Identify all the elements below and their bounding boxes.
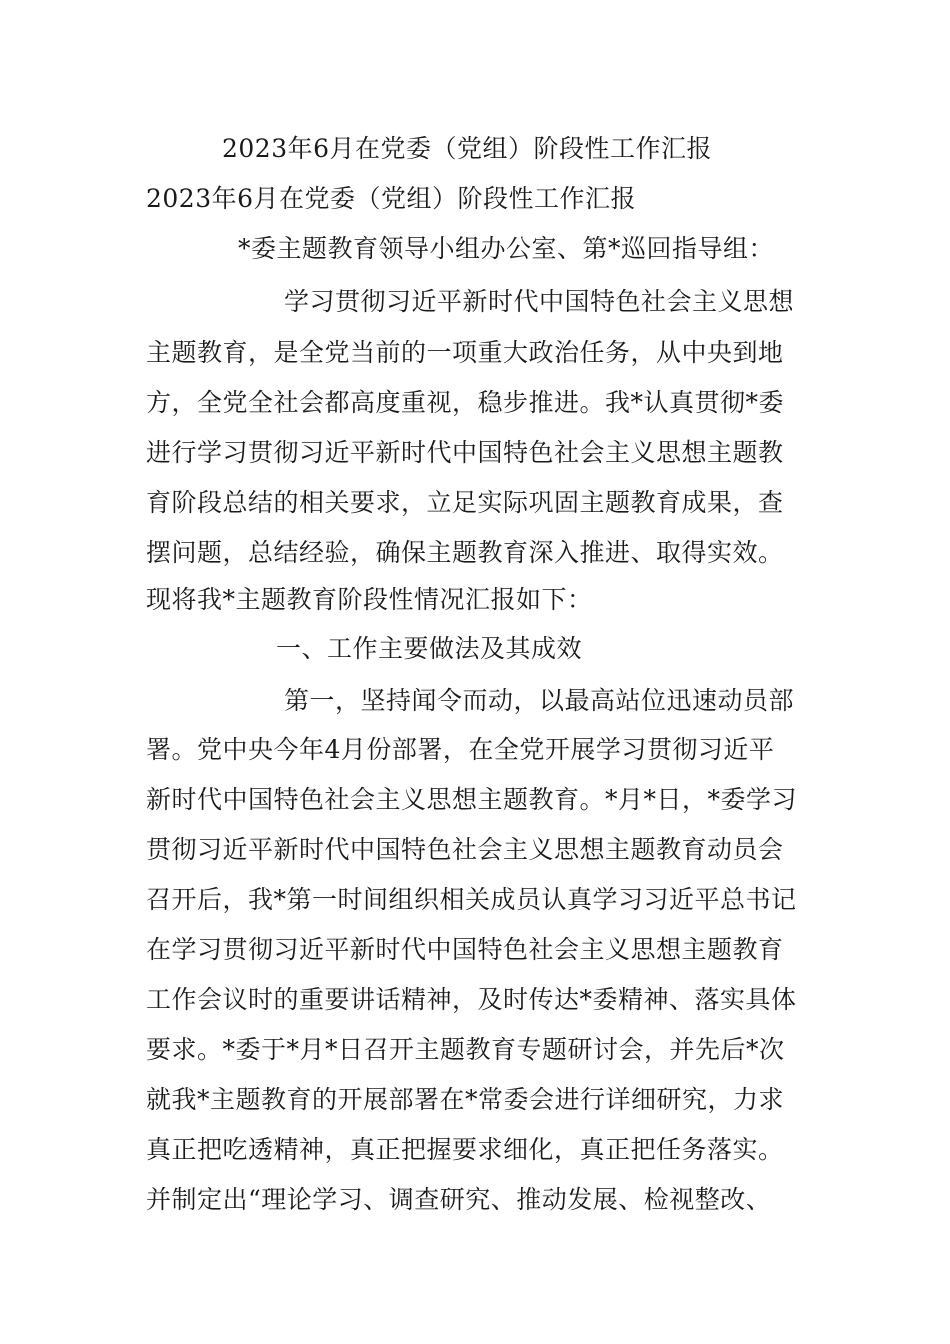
paragraph2-line: 署。党中央今年4月份部署，在全党开展学习贯彻习近平 bbox=[146, 735, 775, 764]
paragraph1-line: 进行学习贯彻习近平新时代中国特色社会主义思想主题教 bbox=[146, 438, 784, 467]
section-heading: 一、工作主要做法及其成效 bbox=[276, 634, 583, 663]
salutation: *委主题教育领导小组办公室、第*巡回指导组： bbox=[238, 234, 775, 263]
paragraph1-line: 方，全党全社会都高度重视，稳步推进。我*认真贯彻*委 bbox=[146, 388, 785, 417]
paragraph2-line: 并制定出“理论学习、调查研究、推动发展、检视整改、 bbox=[146, 1185, 772, 1214]
paragraph1-line: 学习贯彻习近平新时代中国特色社会主义思想 bbox=[284, 287, 795, 316]
paragraph1-line: 育阶段总结的相关要求，立足实际巩固主题教育成果，查 bbox=[146, 488, 784, 517]
paragraph2-line: 要求。*委于*月*日召开主题教育专题研讨会，并先后*次 bbox=[146, 1035, 785, 1064]
paragraph2-line: 就我*主题教育的开展部署在*常委会进行详细研究，力求 bbox=[146, 1085, 785, 1114]
document-subtitle: 2023年6月在党委（党组）阶段性工作汇报 bbox=[146, 184, 637, 213]
paragraph2-line: 工作会议时的重要讲话精神，及时传达*委精神、落实具体 bbox=[146, 985, 797, 1014]
paragraph1-line: 摆问题，总结经验，确保主题教育深入推进、取得实效。 bbox=[146, 538, 784, 567]
paragraph2-line: 贯彻习近平新时代中国特色社会主义思想主题教育动员会 bbox=[146, 835, 784, 864]
paragraph2-line: 第一，坚持闻令而动，以最高站位迅速动员部 bbox=[284, 686, 795, 715]
paragraph1-line: 现将我*主题教育阶段性情况汇报如下： bbox=[146, 585, 593, 614]
paragraph2-line: 在学习贯彻习近平新时代中国特色社会主义思想主题教育 bbox=[146, 935, 784, 964]
document-title: 2023年6月在党委（党组）阶段性工作汇报 bbox=[222, 134, 713, 163]
paragraph1-line: 主题教育，是全党当前的一项重大政治任务，从中央到地 bbox=[146, 338, 784, 367]
paragraph2-line: 新时代中国特色社会主义思想主题教育。*月*日，*委学习 bbox=[146, 785, 798, 814]
paragraph2-line: 召开后，我*第一时间组织相关成员认真学习习近平总书记 bbox=[146, 885, 797, 914]
paragraph2-line: 真正把吃透精神，真正把握要求细化，真正把任务落实。 bbox=[146, 1135, 784, 1164]
